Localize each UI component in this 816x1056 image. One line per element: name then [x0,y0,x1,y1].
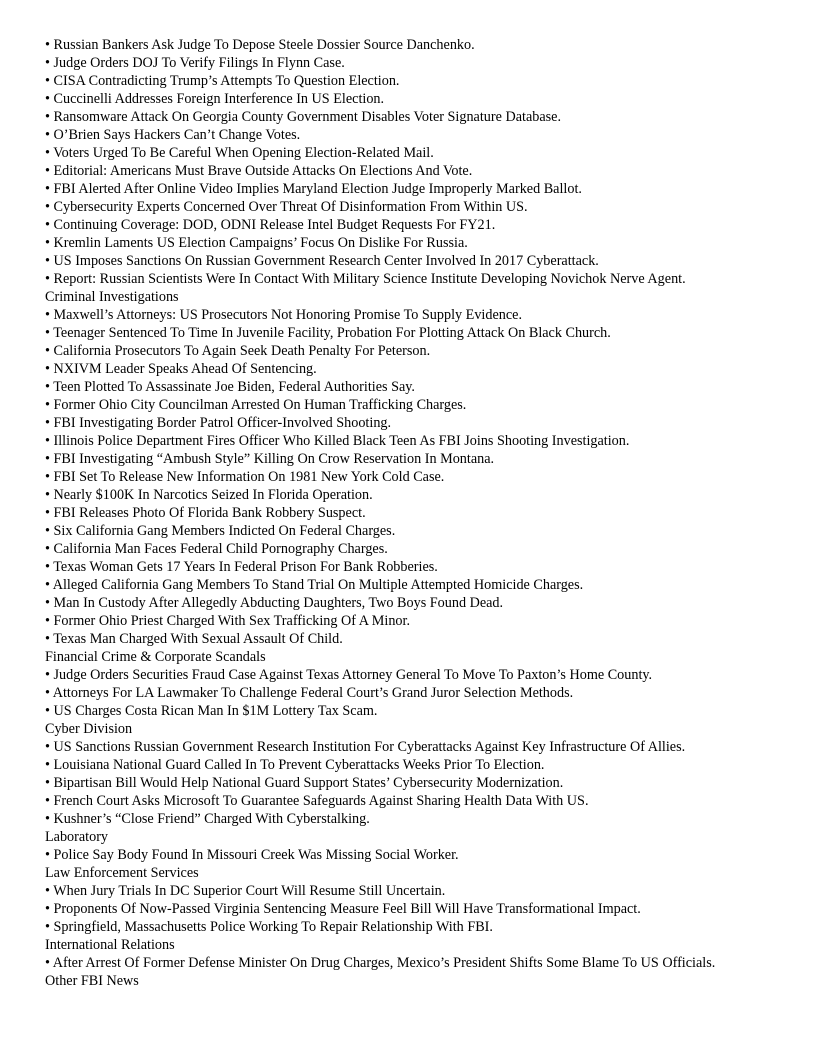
list-item: • US Charges Costa Rican Man In $1M Lottery Tax Scam. [45,703,378,719]
section-heading: Financial Crime & Corporate Scandals [45,649,266,665]
section-heading: Laboratory [45,829,109,845]
list-item: • Texas Woman Gets 17 Years In Federal Prison For Bank Robberies. [45,559,438,575]
section-heading: International Relations [45,937,175,953]
list-item: • FBI Alerted After Online Video Implies Maryland Election Judge Improperly Marked Ballot. [45,181,582,197]
list-item: • Kushner’s “Close Friend” Charged With Cyberstalking. [45,811,370,827]
list-item: • Russian Bankers Ask Judge To Depose Steele Dossier Source Danchenko. [45,37,475,53]
document-body [45,36,780,990]
list-item: • Texas Man Charged With Sexual Assault Of Child. [45,631,343,647]
list-item: • Cuccinelli Addresses Foreign Interference In US Election. [45,91,385,107]
list-item: • Bipartisan Bill Would Help National Guard Support States’ Cybersecurity Modernization. [45,775,564,791]
list-item: • Editorial: Americans Must Brave Outside Attacks On Elections And Vote. [45,163,473,179]
list-item: • O’Brien Says Hackers Can’t Change Votes. [45,127,301,143]
list-item: • US Imposes Sanctions On Russian Government Research Center Involved In 2017 Cyberattack. [45,253,599,269]
list-item: • Louisiana National Guard Called In To Prevent Cyberattacks Weeks Prior To Election. [45,757,545,773]
list-item: • Judge Orders DOJ To Verify Filings In Flynn Case. [45,55,345,71]
list-item: • Nearly $100K In Narcotics Seized In Florida Operation. [45,487,373,503]
list-item: • FBI Set To Release New Information On 1981 New York Cold Case. [45,469,445,485]
list-item: • French Court Asks Microsoft To Guarantee Safeguards Against Sharing Health Data With US. [45,793,589,809]
list-item: • Teenager Sentenced To Time In Juvenile Facility, Probation For Plotting Attack On Black Church. [45,325,611,341]
list-item: • CISA Contradicting Trump’s Attempts To Question Election. [45,73,400,89]
list-item: • Springfield, Massachusetts Police Working To Repair Relationship With FBI. [45,919,493,935]
list-item: • FBI Releases Photo Of Florida Bank Robbery Suspect. [45,505,366,521]
list-item: • FBI Investigating “Ambush Style” Killing On Crow Reservation In Montana. [45,451,495,467]
list-item: • Judge Orders Securities Fraud Case Against Texas Attorney General To Move To Paxton’s Home County. [45,667,653,683]
list-item: • Voters Urged To Be Careful When Opening Election-Related Mail. [45,145,434,161]
list-item: • California Man Faces Federal Child Pornography Charges. [45,541,388,557]
list-item: • Report: Russian Scientists Were In Contact With Military Science Institute Developing Novichok Nerve Agent. [45,271,686,287]
list-item: • Continuing Coverage: DOD, ODNI Release Intel Budget Requests For FY21. [45,217,496,233]
section-heading: Criminal Investigations [45,289,179,305]
section-heading: Other FBI News [45,973,139,989]
list-item: • Cybersecurity Experts Concerned Over Threat Of Disinformation From Within US. [45,199,528,215]
list-item: • NXIVM Leader Speaks Ahead Of Sentencing. [45,361,317,377]
section-heading: Law Enforcement Services [45,865,199,881]
list-item: • Ransomware Attack On Georgia County Government Disables Voter Signature Database. [45,109,561,125]
list-item: • US Sanctions Russian Government Research Institution For Cyberattacks Against Key Infrastructure Of Allies. [45,739,686,755]
list-item: • Former Ohio Priest Charged With Sex Trafficking Of A Minor. [45,613,410,629]
section-heading: Cyber Division [45,721,133,737]
list-item: • Police Say Body Found In Missouri Creek Was Missing Social Worker. [45,847,459,863]
list-item: • Former Ohio City Councilman Arrested On Human Trafficking Charges. [45,397,467,413]
list-item: • Maxwell’s Attorneys: US Prosecutors Not Honoring Promise To Supply Evidence. [45,307,522,323]
list-item: • Teen Plotted To Assassinate Joe Biden, Federal Authorities Say. [45,379,415,395]
list-item: • When Jury Trials In DC Superior Court Will Resume Still Uncertain. [45,883,446,899]
list-item: • Attorneys For LA Lawmaker To Challenge Federal Court’s Grand Juror Selection Methods. [45,685,574,701]
list-item: • Six California Gang Members Indicted On Federal Charges. [45,523,396,539]
list-item: • Kremlin Laments US Election Campaigns’ Focus On Dislike For Russia. [45,235,468,251]
list-item: • Proponents Of Now-Passed Virginia Sentencing Measure Feel Bill Will Have Transformational Impact. [45,901,641,917]
list-item: • Illinois Police Department Fires Officer Who Killed Black Teen As FBI Joins Shooting Investigation. [45,433,630,449]
list-item: • Man In Custody After Allegedly Abducting Daughters, Two Boys Found Dead. [45,595,504,611]
list-item: • FBI Investigating Border Patrol Officer-Involved Shooting. [45,415,392,431]
list-item: • California Prosecutors To Again Seek Death Penalty For Peterson. [45,343,431,359]
list-item: • Alleged California Gang Members To Stand Trial On Multiple Attempted Homicide Charges. [45,577,584,593]
list-item: • After Arrest Of Former Defense Minister On Drug Charges, Mexico’s President Shifts Some Blame To US Officials. [45,955,716,971]
